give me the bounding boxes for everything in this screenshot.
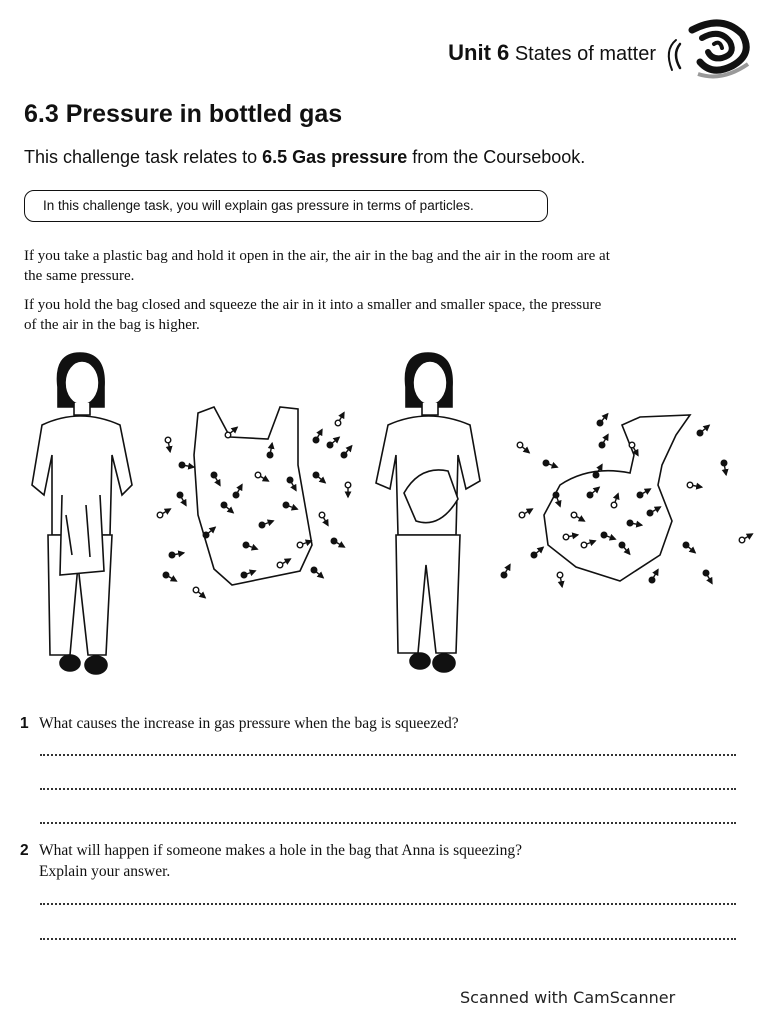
particle (557, 572, 563, 578)
person-open-bag-figure (32, 353, 132, 674)
particle (313, 437, 319, 443)
question-2-text: What will happen if someone makes a hole in the bag that Anna is squeezing? (39, 842, 522, 859)
particle (571, 512, 577, 518)
particle (697, 430, 703, 436)
person-squeezing-bag-figure (376, 353, 480, 672)
particle (327, 442, 333, 448)
particle (169, 552, 175, 558)
relates-prefix: This challenge task relates to (24, 147, 263, 167)
particle (241, 572, 247, 578)
particle (647, 510, 653, 516)
q1-answer-line-1[interactable] (40, 754, 736, 756)
particle (587, 492, 593, 498)
particle (553, 492, 559, 498)
particle (629, 442, 635, 448)
bag-pressure-illustration (0, 345, 768, 690)
q2-answer-line-2[interactable] (40, 938, 736, 940)
intro-paragraph-1: If you take a plastic bag and hold it open in the air, the air in the bag and the air in the room are at the same pressure. (24, 248, 610, 284)
unit-label: Unit 6 (448, 40, 510, 65)
unit-header (448, 40, 656, 66)
question-1-number: 1 (20, 715, 29, 732)
question-2-line-2: Explain your answer. (39, 863, 171, 880)
particle (611, 502, 617, 508)
particle (221, 502, 227, 508)
particle (157, 512, 163, 518)
particle (225, 432, 231, 438)
particle (233, 492, 239, 498)
particle (163, 572, 169, 578)
challenge-box: In this challenge task, you will explain gas pressure in terms of particles. (24, 190, 548, 222)
particle (687, 482, 693, 488)
q2-answer-line-1[interactable] (40, 903, 736, 905)
particle (531, 552, 537, 558)
particle (627, 520, 633, 526)
particle (703, 570, 709, 576)
particle (283, 502, 289, 508)
particle (543, 460, 549, 466)
particle (721, 460, 727, 466)
question-1-text: What causes the increase in gas pressure when the bag is squeezed? (39, 715, 459, 732)
particle (193, 587, 199, 593)
scanner-watermark: Scanned with CamScanner (460, 988, 676, 1007)
particle (581, 542, 587, 548)
particle (649, 577, 655, 583)
particle (179, 462, 185, 468)
particle (267, 452, 273, 458)
particle (311, 567, 317, 573)
question-1 (20, 713, 740, 734)
particle (255, 472, 261, 478)
question-2 (20, 840, 740, 882)
q1-answer-line-3[interactable] (40, 822, 736, 824)
question-2-number: 2 (20, 842, 29, 859)
particle (563, 534, 569, 540)
particle (597, 420, 603, 426)
question-2-line-1 (20, 840, 740, 861)
particle (519, 512, 525, 518)
intro-paragraph-2: If you hold the bag closed and squeeze the air in it into a smaller and smaller space, the pressure of the air in the bag is higher. (24, 297, 602, 333)
particle (637, 492, 643, 498)
particle (601, 532, 607, 538)
particle (313, 472, 319, 478)
particle (335, 420, 341, 426)
relates-suffix: from the Coursebook. (407, 147, 586, 167)
particle (501, 572, 507, 578)
particle (243, 542, 249, 548)
q1-answer-line-2[interactable] (40, 788, 736, 790)
particle (297, 542, 303, 548)
particle (211, 472, 217, 478)
coursebook-reference (24, 147, 585, 168)
particle (203, 532, 209, 538)
particle (345, 482, 351, 488)
particle (319, 512, 325, 518)
relates-ref: 6.5 Gas pressure (262, 147, 408, 167)
particle (599, 442, 605, 448)
particle (165, 437, 171, 443)
section-title: 6.3 Pressure in bottled gas (24, 100, 343, 128)
particle (277, 562, 283, 568)
open-bag-shape (194, 407, 312, 585)
particle (341, 452, 347, 458)
swirl-logo-icon (662, 10, 754, 82)
unit-title: States of matter (514, 43, 656, 65)
particle (331, 538, 337, 544)
particle (177, 492, 183, 498)
particle (259, 522, 265, 528)
particle (593, 472, 599, 478)
particle (517, 442, 523, 448)
particle (619, 542, 625, 548)
particle (739, 537, 745, 543)
particle (287, 477, 293, 483)
particle (683, 542, 689, 548)
